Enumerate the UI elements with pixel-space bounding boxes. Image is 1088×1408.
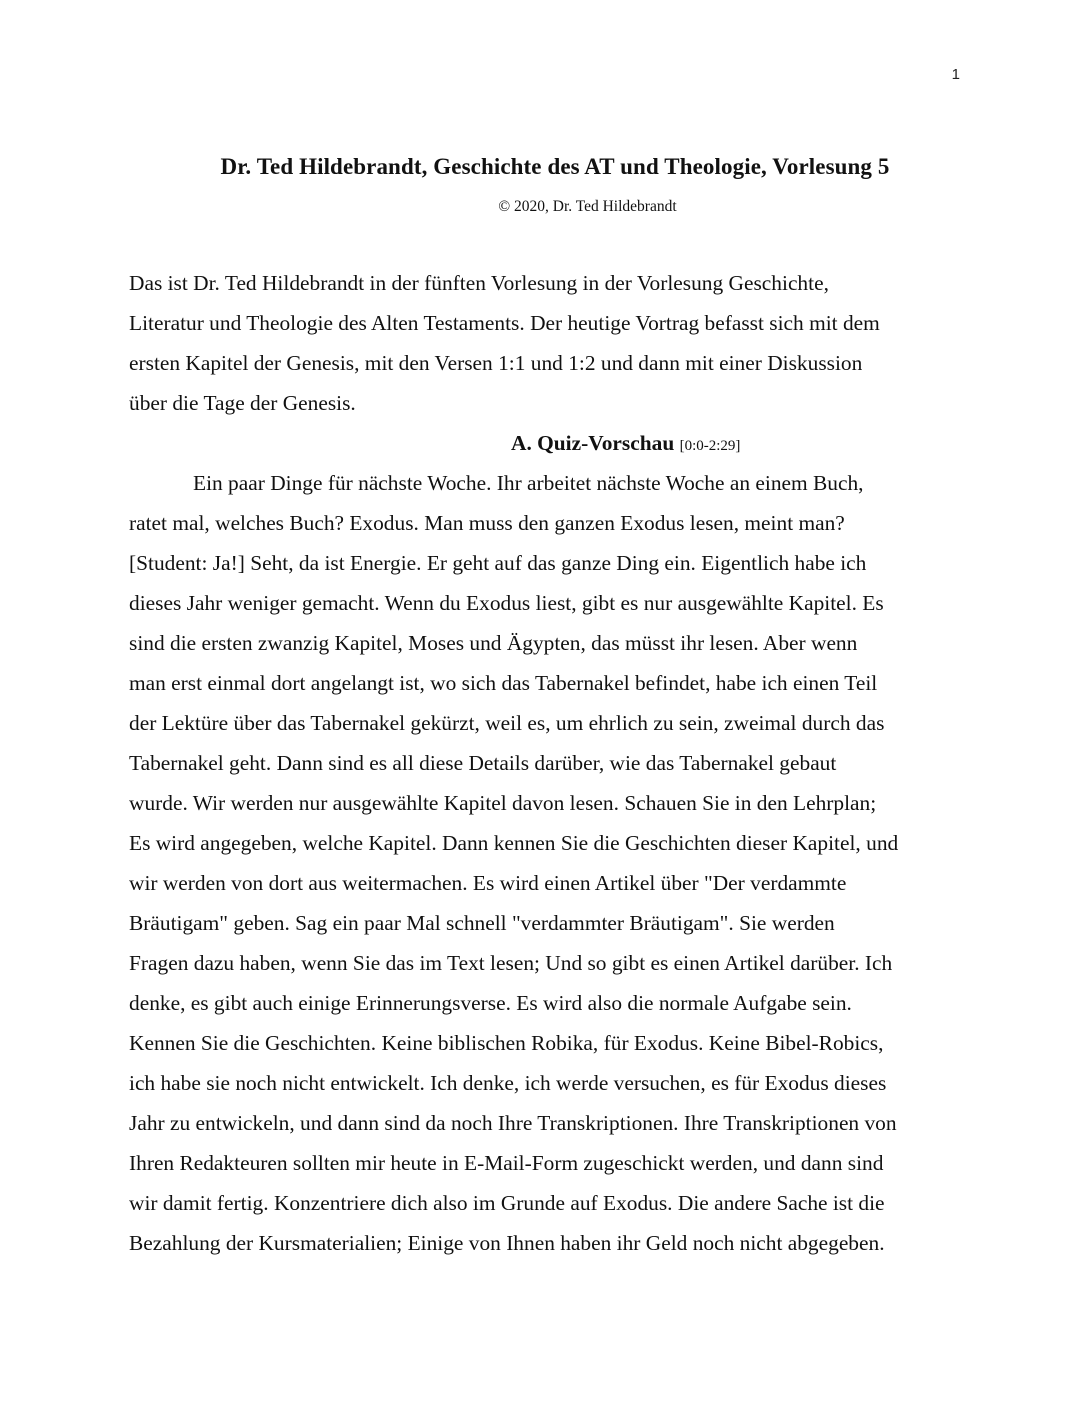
paragraph-line: [Student: Ja!] Seht, da ist Energie. Er geht auf das ganze Ding ein. Eigentlich habe ich: [129, 551, 867, 575]
paragraph-line: wir damit fertig. Konzentriere dich also im Grunde auf Exodus. Die andere Sache ist die: [129, 1191, 885, 1215]
paragraph-line: man erst einmal dort angelangt ist, wo sich das Tabernakel befindet, habe ich einen Teil: [129, 671, 878, 695]
paragraph-line: Ihren Redakteuren sollten mir heute in E-Mail-Form zugeschickt werden, und dann sind: [129, 1151, 884, 1175]
page-number: 1: [951, 66, 960, 83]
paragraph-line: Es wird angegeben, welche Kapitel. Dann kennen Sie die Geschichten dieser Kapitel, und: [129, 831, 899, 855]
paragraph-line: ratet mal, welches Buch? Exodus. Man muss den ganzen Exodus lesen, meint man?: [129, 511, 845, 535]
paragraph-line: der Lektüre über das Tabernakel gekürzt, weil es, um ehrlich zu sein, zweimal durch das: [129, 711, 885, 735]
intro-line: Literatur und Theologie des Alten Testaments. Der heutige Vortrag befasst sich mit dem: [129, 311, 880, 335]
paragraph-line: Bezahlung der Kursmaterialien; Einige von Ihnen haben ihr Geld noch nicht abgegeben.: [129, 1231, 885, 1255]
paragraph-line: Fragen dazu haben, wenn Sie das im Text lesen; Und so gibt es einen Artikel darüber. Ich: [129, 951, 893, 975]
paragraph-line: sind die ersten zwanzig Kapitel, Moses und Ägypten, das müsst ihr lesen. Aber wenn: [129, 631, 858, 655]
paragraph-line: wir werden von dort aus weitermachen. Es wird einen Artikel über "Der verdammte: [129, 871, 847, 895]
paragraph-line: Tabernakel geht. Dann sind es all diese Details darüber, wie das Tabernakel gebaut: [129, 751, 837, 775]
paragraph-line: ich habe sie noch nicht entwickelt. Ich denke, ich werde versuchen, es für Exodus dieses: [129, 1071, 887, 1095]
intro-line: Das ist Dr. Ted Hildebrandt in der fünften Vorlesung in der Vorlesung Geschichte,: [129, 271, 829, 295]
paragraph-line: Jahr zu entwickeln, und dann sind da noch Ihre Transkriptionen. Ihre Transkriptionen von: [129, 1111, 897, 1135]
copyright-notice: © 2020, Dr. Ted Hildebrandt: [498, 198, 677, 215]
section-heading: [129, 423, 969, 463]
intro-line: über die Tage der Genesis.: [129, 391, 356, 415]
document-title: Dr. Ted Hildebrandt, Geschichte des AT und Theologie, Vorlesung 5: [220, 154, 890, 179]
section-heading-label: A. Quiz-Vorschau: [511, 431, 675, 455]
paragraph-line: Bräutigam" geben. Sag ein paar Mal schnell "verdammter Bräutigam". Sie werden: [129, 911, 835, 935]
paragraph-line: denke, es gibt auch einige Erinnerungsverse. Es wird also die normale Aufgabe sein.: [129, 991, 852, 1015]
paragraph-line: Ein paar Dinge für nächste Woche. Ihr arbeitet nächste Woche an einem Buch,: [193, 471, 864, 495]
document-body: [129, 263, 969, 1263]
paragraph-line: Kennen Sie die Geschichten. Keine biblischen Robika, für Exodus. Keine Bibel-Robics,: [129, 1031, 884, 1055]
intro-line: ersten Kapitel der Genesis, mit den Versen 1:1 und 1:2 und dann mit einer Diskussion: [129, 351, 863, 375]
paragraph-line: dieses Jahr weniger gemacht. Wenn du Exodus liest, gibt es nur ausgewählte Kapitel. Es: [129, 591, 884, 615]
paragraph-line: wurde. Wir werden nur ausgewählte Kapitel davon lesen. Schauen Sie in den Lehrplan;: [129, 791, 877, 815]
section-heading-timestamp: [0:0-2:29]: [679, 438, 741, 454]
